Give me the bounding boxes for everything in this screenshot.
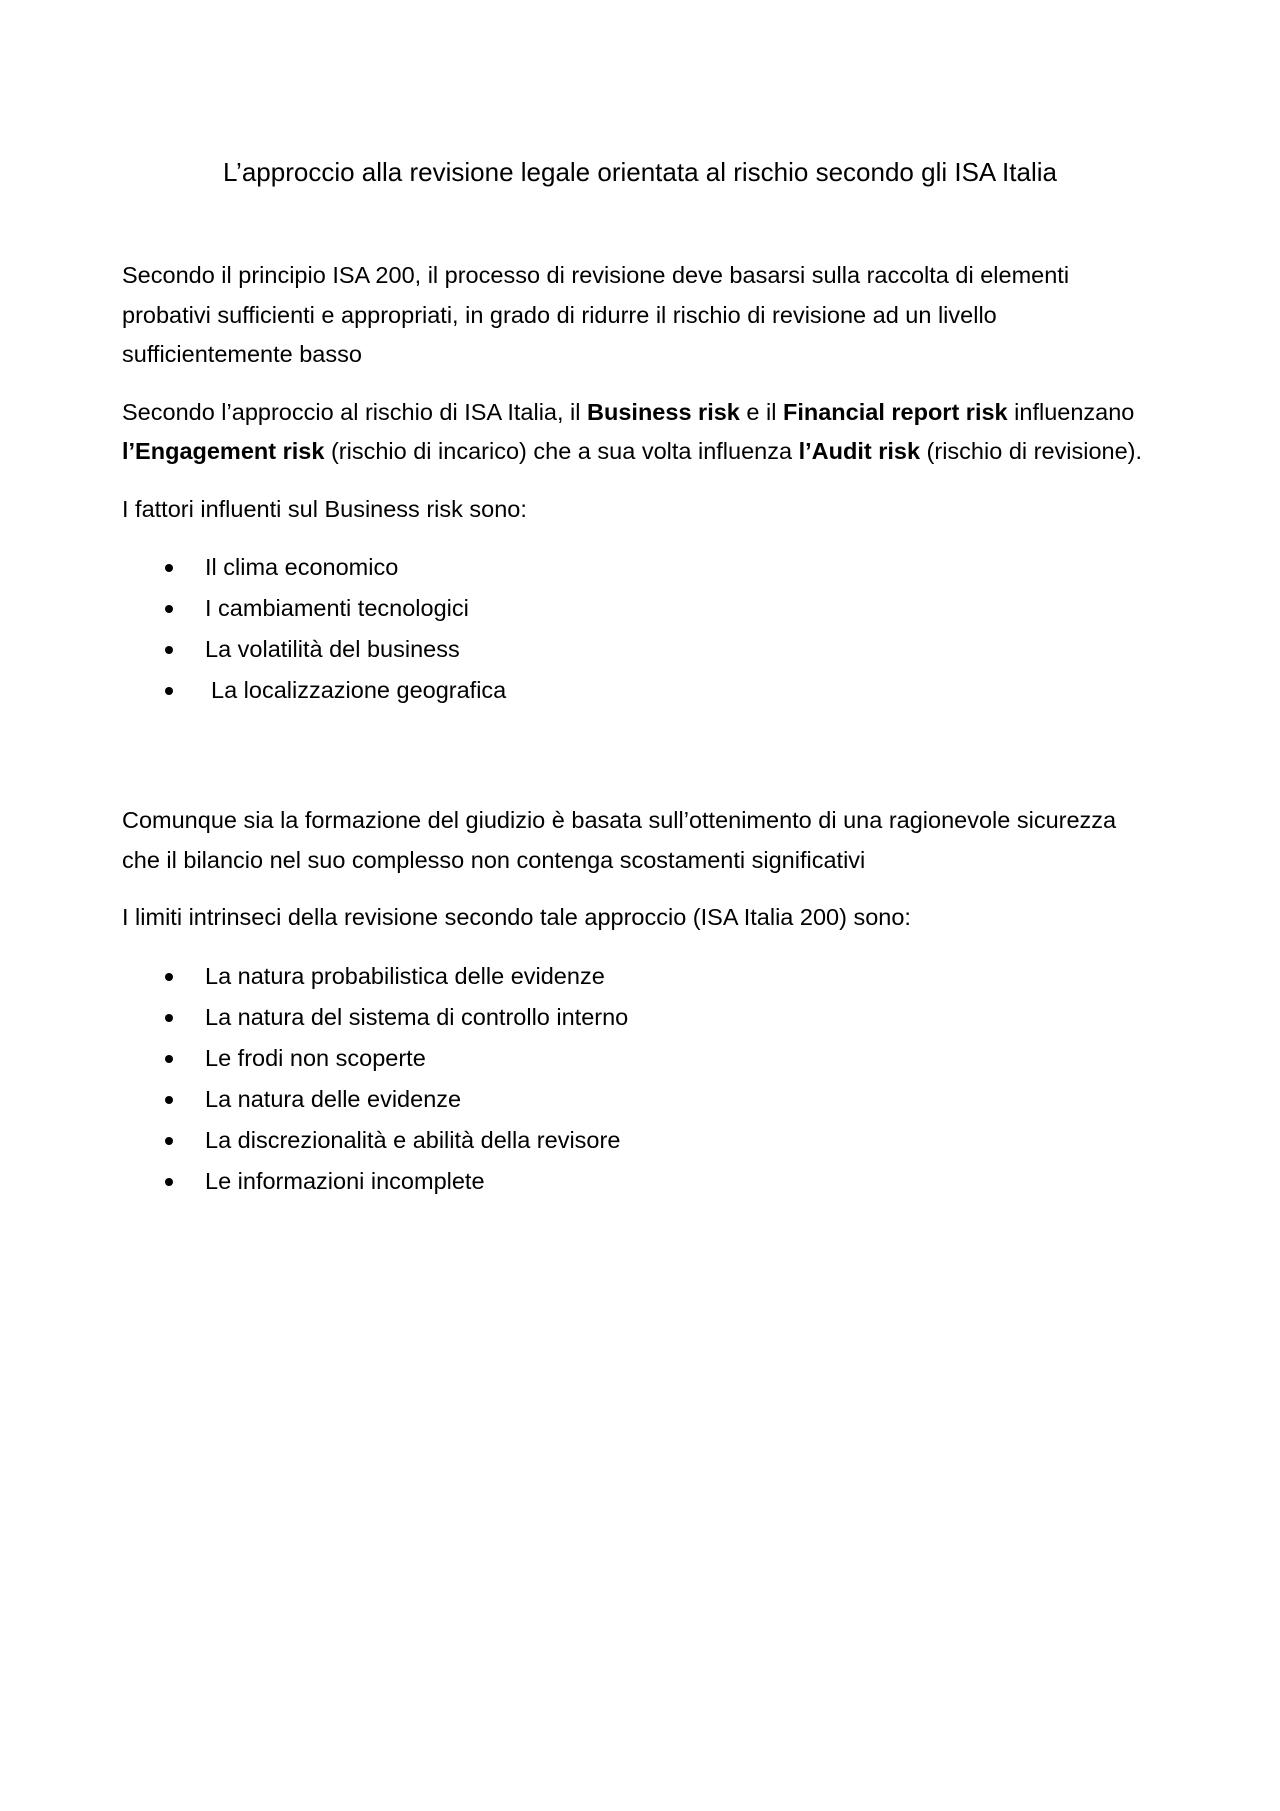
list-item-text: La localizzazione geografica (211, 677, 507, 703)
term-financial-report-risk: Financial report risk (782, 398, 1008, 425)
list-item (122, 670, 1158, 711)
term-audit-risk: l’Audit risk (798, 438, 921, 464)
bullet-icon (165, 1096, 173, 1104)
bullet-icon (165, 687, 173, 695)
text-segment: influenzano (1007, 398, 1135, 425)
bullet-icon (165, 1014, 173, 1022)
paragraph-isa-200: Secondo il principio ISA 200, il processo di revisione deve basarsi sulla raccolta di elementi probativi sufficienti e appropriati, in grado di ridurre il rischio di revisione ad un livello sufficientemente basso (122, 262, 1070, 367)
text-segment: (rischio di incarico) che a sua volta influenza (324, 438, 799, 464)
text-segment: Secondo l’approccio al rischio di ISA Italia, il (122, 398, 588, 425)
spacer (122, 729, 1158, 801)
bullet-icon (165, 605, 173, 613)
list-item (122, 1038, 1158, 1079)
bullet-icon (165, 646, 173, 654)
list-item-text: La natura del sistema di controllo interno (205, 1003, 629, 1030)
bullet-icon (165, 973, 173, 981)
business-risk-factors-list (122, 547, 1158, 711)
list-item (122, 1161, 1158, 1202)
text-segment: e il (739, 398, 783, 425)
term-engagement-risk: l’Engagement risk (122, 438, 325, 464)
list-item (122, 1079, 1158, 1120)
document-title: L’approccio alla revisione legale orientata al rischio secondo gli ISA Italia (223, 157, 1057, 187)
audit-limits-list (122, 956, 1158, 1202)
list-item (122, 997, 1158, 1038)
bullet-icon (165, 1055, 173, 1063)
list-item-text: La discrezionalità e abilità della revisore (205, 1126, 621, 1153)
paragraph-business-risk-intro: I fattori influenti sul Business risk sono: (122, 495, 527, 522)
list-item-text: Il clima economico (205, 554, 399, 580)
list-item-text: La natura delle evidenze (205, 1085, 462, 1112)
list-item-text: Le informazioni incomplete (205, 1167, 485, 1194)
list-item-text: I cambiamenti tecnologici (205, 595, 469, 621)
term-business-risk: Business risk (587, 398, 740, 425)
paragraph-risk-approach (122, 393, 1158, 472)
list-item-text: La volatilità del business (205, 636, 460, 662)
list-item (122, 629, 1158, 670)
list-item-text: La natura probabilistica delle evidenze (205, 962, 605, 989)
paragraph-reasonable-assurance: Comunque sia la formazione del giudizio è basata sull’ottenimento di una ragionevole sicurezza che il bilancio nel suo complesso non contenga scostamenti significativi (122, 807, 1117, 873)
paragraph-inherent-limits-intro: I limiti intrinseci della revisione secondo tale approccio (ISA Italia 200) sono: (122, 904, 911, 930)
list-item (122, 956, 1158, 997)
bullet-icon (165, 1137, 173, 1145)
text-segment: (rischio di revisione). (920, 438, 1143, 464)
list-item-text: Le frodi non scoperte (205, 1044, 426, 1071)
list-item (122, 1120, 1158, 1161)
bullet-icon (165, 1178, 173, 1186)
list-item (122, 588, 1158, 629)
bullet-icon (165, 564, 173, 572)
list-item (122, 547, 1158, 588)
